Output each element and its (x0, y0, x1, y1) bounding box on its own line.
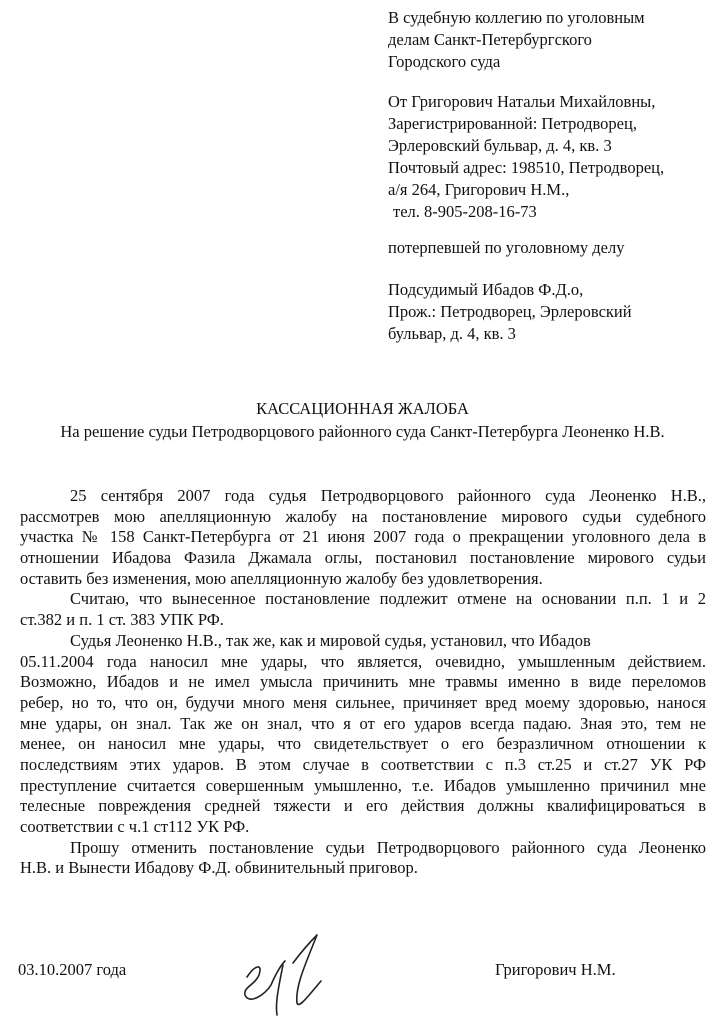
addressee-line: делам Санкт-Петербургского (388, 30, 592, 49)
sender-line: Зарегистрированной: Петродворец, (388, 114, 637, 133)
role-line (388, 237, 624, 259)
document-subtitle: На решение судьи Петродворцового районного суда Санкт-Петербурга Леоненко Н.В. (60, 422, 665, 441)
handwritten-signature (225, 925, 345, 1020)
sender-line: а/я 264, Григорович Н.М., (388, 180, 570, 199)
sender-line: От Григорович Натальи Михайловны, (388, 92, 656, 111)
body-line: отношении Ибадова Фазила Джамала оглы, постановил постановление мирового судьи (20, 548, 706, 568)
body-line: 05.11.2004 года наносил мне удары, что является, очевидно, умышленным действием. (20, 651, 706, 671)
sender-line: Эрлеровский бульвар, д. 4, кв. 3 (388, 136, 612, 155)
body-line: оставить без изменения, мою апелляционную жалобу без удовлетворения. (20, 568, 543, 588)
sender-line: тел. 8-905-208-16-73 (393, 202, 537, 221)
document-title: КАССАЦИОННАЯ ЖАЛОБА (256, 399, 469, 418)
body-line: Возможно, Ибадов и не имел умысла причинить мне травмы именно в виде переломов (20, 672, 706, 692)
defendant-block (388, 279, 632, 345)
signer-name: Григорович Н.М. (495, 960, 616, 979)
body-line: менее, он наносил мне удары, что свидетельствует о его безразличном отношении к (20, 734, 706, 754)
body-line: Считаю, что вынесенное постановление подлежит отмене на основании п.п. 1 и 2 (70, 589, 706, 609)
addressee-line: Городского суда (388, 52, 501, 71)
body-line: мне удары, он знал. Так же он знал, что я от его ударов всегда падаю. Зная это, тем не (20, 713, 706, 733)
body-line: преступление считается совершенным умышленно, т.е. Ибадов умышленно причинил мне (20, 775, 706, 795)
sender-block (388, 91, 664, 223)
body-line: последствиям этих ударов. В этом случае в соответствии с п.3 ст.25 и ст.27 УК РФ (20, 754, 706, 774)
document-date: 03.10.2007 года (18, 960, 127, 979)
body-line: Прошу отменить постановление судьи Петродворцового районного суда Леоненко (70, 837, 706, 857)
defendant-line: Подсудимый Ибадов Ф.Д.о, (388, 280, 584, 299)
body-line: телесные повреждения средней тяжести и его действия должны квалифицироваться в (20, 796, 706, 816)
body-line: участка № 158 Санкт-Петербурга от 21 июня 2007 года о прекращении уголовного дела в (20, 527, 706, 547)
defendant-line: Прож.: Петродворец, Эрлеровский (388, 302, 632, 321)
document-body (20, 486, 706, 879)
body-line: ст.382 и п. 1 ст. 383 УПК РФ. (20, 610, 224, 630)
body-line: соответствии с ч.1 ст112 УК РФ. (20, 817, 250, 836)
sender-line: Почтовый адрес: 198510, Петродворец, (388, 158, 665, 177)
defendant-line: бульвар, д. 4, кв. 3 (388, 324, 516, 343)
body-line: рассмотрев мою апелляционную жалобу на постановление мирового судьи судебного (20, 506, 706, 526)
addressee-line: В судебную коллегию по уголовным (388, 8, 645, 27)
addressee-block (388, 7, 645, 73)
role-text: потерпевшей по уголовному делу (388, 238, 625, 257)
body-line: Судья Леоненко Н.В., так же, как и мировой судья, установил, что Ибадов (70, 630, 591, 650)
body-line: 25 сентября 2007 года судья Петродворцового районного суда Леоненко Н.В., (70, 486, 706, 505)
body-line: Н.В. и Вынести Ибадову Ф.Д. обвинительный приговор. (20, 858, 418, 878)
body-line: ребер, но то, что он, будучи много меня сильнее, причиняет вред моему здоровью, нанося (20, 692, 706, 712)
